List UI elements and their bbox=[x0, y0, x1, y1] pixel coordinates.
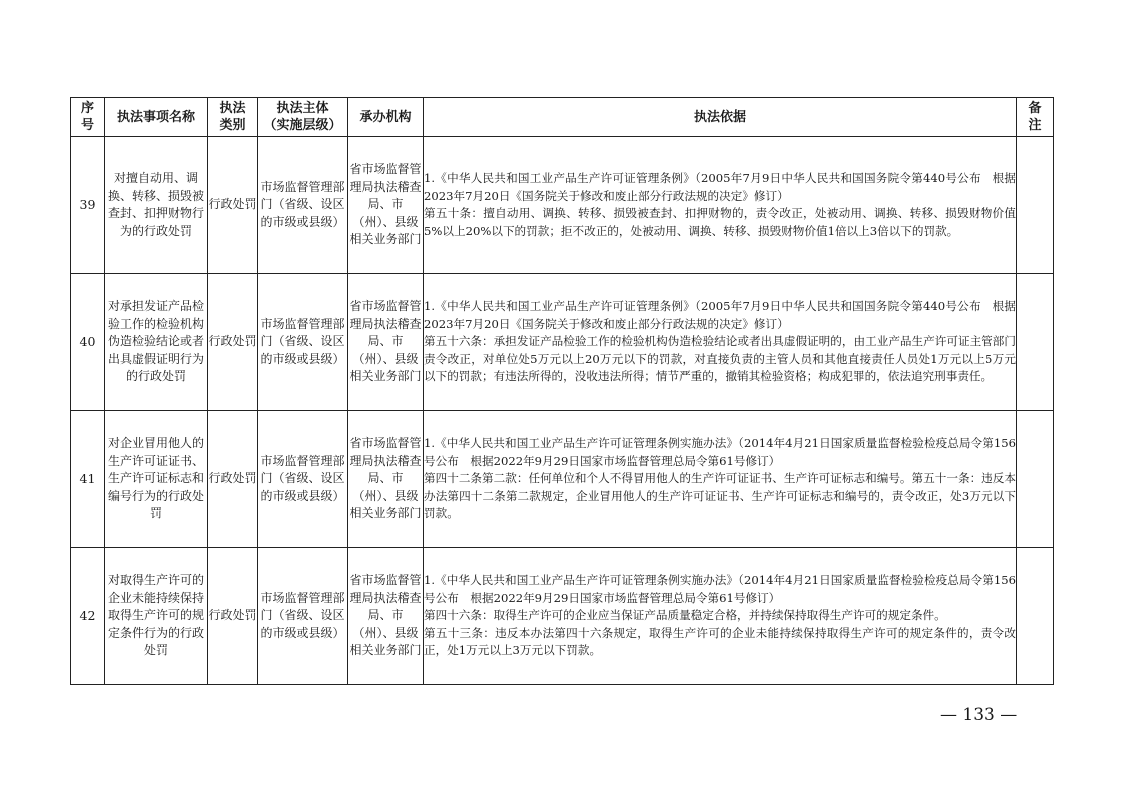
row-remark bbox=[1017, 137, 1054, 274]
header-subject-line1: 执法主体 bbox=[276, 101, 329, 116]
row-org: 省市场监督管理局执法稽查局、市（州）、县级相关业务部门 bbox=[348, 137, 424, 274]
header-remark: 备注 bbox=[1017, 98, 1054, 137]
row-type: 行政处罚 bbox=[208, 137, 258, 274]
row-basis bbox=[424, 411, 1017, 548]
row-type: 行政处罚 bbox=[208, 548, 258, 685]
header-type: 执法类别 bbox=[208, 98, 258, 137]
row-remark bbox=[1017, 274, 1054, 411]
header-subject bbox=[258, 98, 348, 137]
row-no: 41 bbox=[71, 411, 105, 548]
row-org: 省市场监督管理局执法稽查局、市（州）、县级相关业务部门 bbox=[348, 274, 424, 411]
table-row bbox=[71, 411, 1054, 548]
row-remark bbox=[1017, 548, 1054, 685]
table-header-row bbox=[71, 98, 1054, 137]
row-basis bbox=[424, 274, 1017, 411]
row-org: 省市场监督管理局执法稽查局、市（州）、县级相关业务部门 bbox=[348, 548, 424, 685]
header-basis: 执法依据 bbox=[424, 98, 1017, 137]
basis-paragraph: 1.《中华人民共和国工业产品生产许可证管理条例实施办法》（2014年4月21日国家质量监督检验检疫总局令第156号公布 根据2022年9月29日国家市场监督管理总局令第61号修订） bbox=[424, 436, 1016, 468]
row-subject: 市场监督管理部门（省级、设区的市级或县级） bbox=[258, 548, 348, 685]
row-type: 行政处罚 bbox=[208, 411, 258, 548]
basis-paragraph: 第四十二条第二款：任何单位和个人不得冒用他人的生产许可证证书、生产许可证标志和编号。第五十一条：违反本办法第四十二条第二款规定，企业冒用他人的生产许可证证书、生产许可证标志和编号的，责令改正，处3万元以下罚款。 bbox=[424, 471, 1016, 521]
header-subject-line2: （实施层级） bbox=[263, 118, 342, 133]
header-name: 执法事项名称 bbox=[105, 98, 208, 137]
basis-paragraph: 第四十六条：取得生产许可的企业应当保证产品质量稳定合格，并持续保持取得生产许可的规定条件。 bbox=[424, 608, 946, 623]
basis-paragraph: 1.《中华人民共和国工业产品生产许可证管理条例》（2005年7月9日中华人民共和国国务院令第440号公布 根据2023年7月20日《国务院关于修改和废止部分行政法规的决定》修订） bbox=[424, 299, 1016, 331]
row-org: 省市场监督管理局执法稽查局、市（州）、县级相关业务部门 bbox=[348, 411, 424, 548]
row-no: 40 bbox=[71, 274, 105, 411]
row-item-name: 对企业冒用他人的生产许可证证书、生产许可证标志和编号行为的行政处罚 bbox=[105, 411, 208, 548]
row-type: 行政处罚 bbox=[208, 274, 258, 411]
basis-paragraph: 第五十三条：违反本办法第四十六条规定，取得生产许可的企业未能持续保持取得生产许可的规定条件的，责令改正，处1万元以上3万元以下罚款。 bbox=[424, 625, 1016, 658]
page-number: — 133 — bbox=[940, 705, 1018, 725]
row-remark bbox=[1017, 411, 1054, 548]
basis-paragraph: 第五十六条：承担发证产品检验工作的检验机构伪造检验结论或者出具虚假证明的，由工业产品生产许可证主管部门责令改正，对单位处5万元以上20万元以下的罚款，对直接负责的主管人员和其他直接责任人员处1万元以上5万元以下的罚款；有违法所得的，没收违法所得；情节严重的，撤销其检验资格；构成犯罪的，依法追究刑事责任。 bbox=[424, 334, 1016, 384]
table-row bbox=[71, 137, 1054, 274]
row-subject: 市场监督管理部门（省级、设区的市级或县级） bbox=[258, 411, 348, 548]
row-item-name: 对取得生产许可的企业未能持续保持取得生产许可的规定条件行为的行政处罚 bbox=[105, 548, 208, 685]
header-no: 序号 bbox=[71, 98, 105, 137]
basis-paragraph: 第五十条：擅自动用、调换、转移、损毁被查封、扣押财物的，责令改正，处被动用、调换、转移、损毁财物价值5%以上20%以下的罚款；拒不改正的，处被动用、调换、转移、损毁财物价值1倍以上3倍以下的罚款。 bbox=[424, 206, 1016, 238]
table-row bbox=[71, 548, 1054, 685]
basis-paragraph: 1.《中华人民共和国工业产品生产许可证管理条例实施办法》（2014年4月21日国家质量监督检验检疫总局令第156号公布 根据2022年9月29日国家市场监督管理总局令第61号修订） bbox=[424, 573, 1016, 605]
row-basis bbox=[424, 548, 1017, 685]
row-basis bbox=[424, 137, 1017, 274]
basis-paragraph: 1.《中华人民共和国工业产品生产许可证管理条例》（2005年7月9日中华人民共和国国务院令第440号公布 根据2023年7月20日《国务院关于修改和废止部分行政法规的决定》修订） bbox=[424, 171, 1016, 203]
header-org: 承办机构 bbox=[348, 98, 424, 137]
row-no: 39 bbox=[71, 137, 105, 274]
row-item-name: 对擅自动用、调换、转移、损毁被查封、扣押财物行为的行政处罚 bbox=[105, 137, 208, 274]
table-row bbox=[71, 274, 1054, 411]
row-subject: 市场监督管理部门（省级、设区的市级或县级） bbox=[258, 137, 348, 274]
row-item-name: 对承担发证产品检验工作的检验机构伪造检验结论或者出具虚假证明行为的行政处罚 bbox=[105, 274, 208, 411]
enforcement-items-table bbox=[70, 97, 1054, 685]
row-subject: 市场监督管理部门（省级、设区的市级或县级） bbox=[258, 274, 348, 411]
row-no: 42 bbox=[71, 548, 105, 685]
